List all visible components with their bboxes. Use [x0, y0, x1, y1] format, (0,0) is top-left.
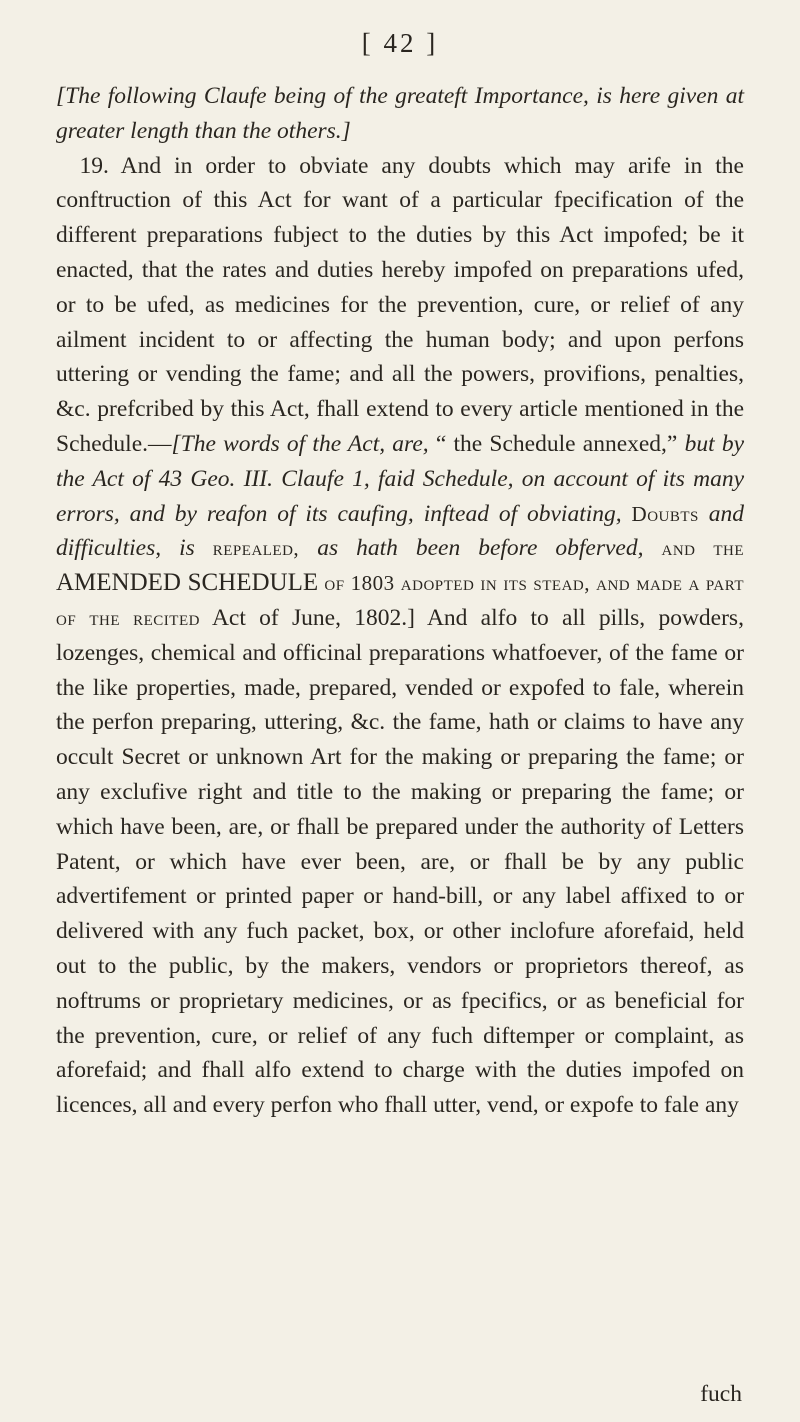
bracket-note-2: but by the Act of 43 Geo. III. Claufe 1, faid Schedule, on account of its many errors, and by reafon of its caufing, inftead of obviating, [56, 430, 745, 527]
bracket-note-4: as hath been before obferved, [317, 535, 644, 562]
amended-schedule-heading: AMENDED SCHEDULE [56, 569, 319, 597]
doubts-word: Doubts [631, 501, 699, 526]
body-paragraph-1: And in order to obviate any doubts which may arife in the conftruction of this Act for want of a particular fpecification of the different preparations fubject to the duties by this Act impofed; be it enacted, that the rates and duties hereby impofed on preparations ufed, or to be ufed, as medicines for the prevention, cure, or relief of any ailment incident to or affecting the human body; and upon perfons uttering or vending the fame; and all the powers, provifions, penalties, &c. prefcribed by this Act, fhall extend to every article mentioned in the Schedule.— [56, 152, 744, 457]
page-number-header: [ 42 ] [361, 28, 439, 58]
bracket-note-1: [The words of the Act, are, [171, 430, 429, 457]
catchword: fuch [700, 1381, 742, 1407]
repealed-word: repealed, [212, 536, 300, 561]
bracket-note-3: and difficulties, is [56, 500, 745, 562]
editorial-note: [The following Claufe being of the greateft Importance, is here given at greater length than the others.] [56, 83, 744, 144]
act-of-june: Act of June, 1802.] [211, 604, 415, 631]
body-text [56, 79, 744, 1123]
quoted-phrase: “ the Schedule annexed,” [435, 430, 678, 457]
of-1803-phrase: of 1803 adopted in its stead, and made a part of the recited [56, 571, 744, 630]
body-paragraph-2: And alfo to all pills, powders, lozenges, chemical and officinal preparations whatfoever, of the fame or the like properties, made, prepared, vended or expofed to fale, wherein the perfon preparing, uttering, &c. the fame, hath or claims to have any occult Secret or unknown Art for the making or preparing the fame; or any exclufive right and title to the making or preparing the fame; or which have been, are, or fhall be prepared under the authority of Letters Patent, or which have ever been, are, or fhall be by any public advertifement or printed paper or hand-bill, or any label affixed to or delivered with any fuch packet, box, or other inclofure aforefaid, held out to the public, by the makers, vendors or proprietors thereof, as noftrums or proprietary medicines, or as fpecifics, or as beneficial for the prevention, cure, or relief of any fuch diftemper or complaint, as aforefaid; and fhall alfo extend to charge with the duties impofed on licences, all and every perfon who fhall utter, vend, or expofe to fale any [56, 604, 744, 1119]
paragraph-number: 19. [79, 152, 109, 179]
and-the-phrase: and the [661, 536, 745, 561]
